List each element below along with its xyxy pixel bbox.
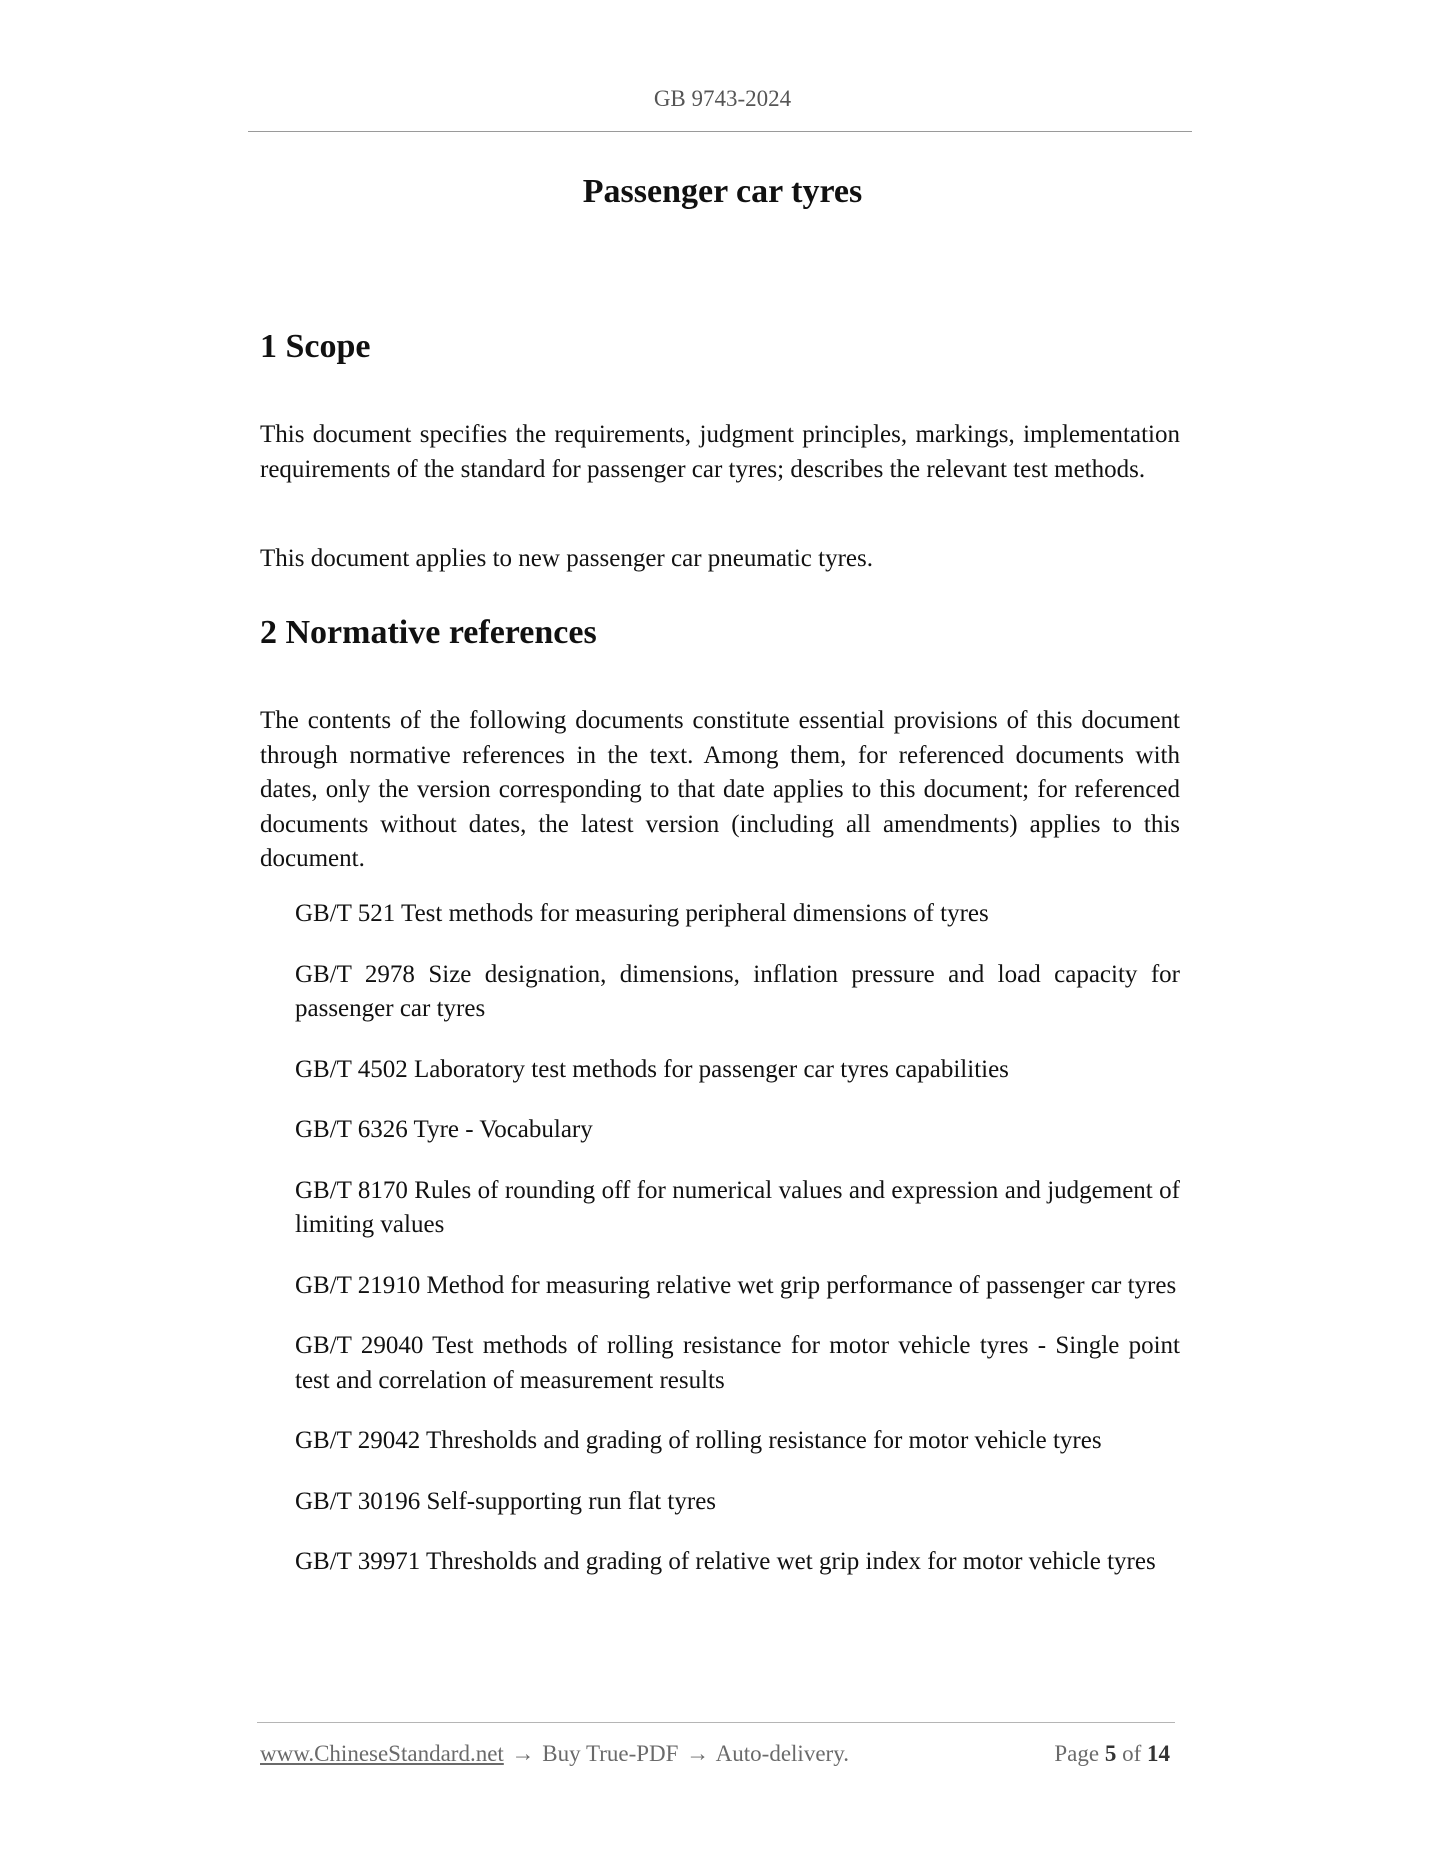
- reference-item: GB/T 30196 Self-supporting run flat tyres: [295, 1487, 717, 1515]
- current-page-number: 5: [1104, 1741, 1117, 1766]
- scope-paragraph-1: This document specifies the requirements, judgment principles, markings, implementation requirements of the standard for passenger car tyres; describes the relevant test methods.: [260, 421, 1180, 483]
- document-title: Passenger car tyres: [582, 173, 863, 210]
- reference-item: GB/T 4502 Laboratory test methods for passenger car tyres capabilities: [295, 1055, 1009, 1083]
- reference-item: GB/T 21910 Method for measuring relative wet grip performance of passenger car tyres: [295, 1271, 1177, 1299]
- reference-item: GB/T 2978 Size designation, dimensions, inflation pressure and load capacity for passenger car tyres: [295, 960, 1180, 1022]
- total-pages-number: 14: [1147, 1741, 1170, 1766]
- reference-item: GB/T 29040 Test methods of rolling resistance for motor vehicle tyres - Single point test and correlation of measurement results: [295, 1332, 1180, 1394]
- reference-item: GB/T 39971 Thresholds and grading of relative wet grip index for motor vehicle tyres: [295, 1548, 1156, 1575]
- page-indicator: [1054, 1741, 1170, 1767]
- section-heading-normative-references: 2 Normative references: [260, 614, 597, 651]
- reference-item: GB/T 6326 Tyre - Vocabulary: [295, 1116, 593, 1143]
- page-label: Page: [1054, 1741, 1100, 1766]
- normative-references-paragraph: The contents of the following documents constitute essential provisions of this document through normative references in the text. Among them, for referenced documents with dates, only the version corresponding to that date applies to this document; for referenced documents without dates, the latest version (including all amendments) applies to this document.: [260, 707, 1180, 872]
- reference-item: GB/T 521 Test methods for measuring peripheral dimensions of tyres: [295, 900, 989, 927]
- header-divider: [248, 131, 1192, 132]
- of-label: of: [1122, 1741, 1142, 1766]
- section-heading-scope: 1 Scope: [260, 328, 371, 365]
- footer-divider: [257, 1722, 1175, 1723]
- reference-item: GB/T 8170 Rules of rounding off for numerical values and expression and judgement of limiting values: [295, 1176, 1180, 1238]
- footer-promo: [260, 1741, 849, 1767]
- arrow-right-icon: →: [511, 1741, 535, 1766]
- reference-item: GB/T 29042 Thresholds and grading of rolling resistance for motor vehicle tyres: [295, 1427, 1102, 1454]
- reference-list: [295, 897, 1180, 1606]
- auto-delivery-text: Auto-delivery.: [715, 1741, 849, 1766]
- site-link[interactable]: www.ChineseStandard.net: [260, 1741, 504, 1766]
- buy-pdf-text: Buy True-PDF: [542, 1741, 679, 1766]
- scope-paragraph-2: This document applies to new passenger car pneumatic tyres.: [260, 545, 874, 572]
- document-code-header: GB 9743-2024: [653, 86, 792, 111]
- arrow-right-icon: →: [686, 1741, 710, 1766]
